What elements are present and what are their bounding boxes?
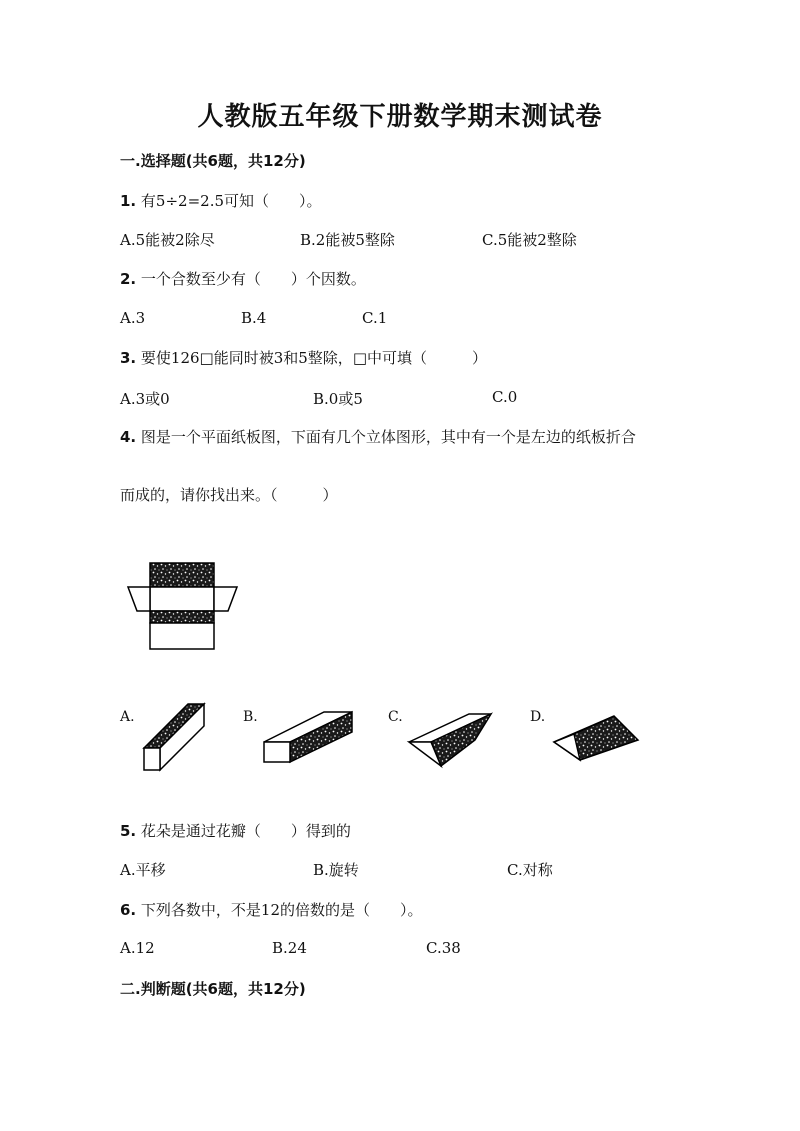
question-number: 3. — [120, 349, 137, 367]
question-number: 2. — [120, 270, 137, 288]
prism-option-c-figure — [405, 710, 500, 770]
option-b: B.24 — [272, 939, 307, 957]
prism-option-b-figure — [260, 706, 360, 766]
option-b: B.2能被5整除 — [300, 231, 395, 249]
question-text: 要使126□能同时被3和5整除，□中可填（ ） — [140, 349, 487, 367]
prism-option-d-figure — [550, 712, 645, 767]
option-b: B.0或5 — [313, 390, 363, 408]
figure-option-c-label: C. — [388, 709, 403, 725]
question-4 — [120, 426, 636, 447]
option-a: A.平移 — [120, 861, 166, 879]
option-c: C.1 — [362, 309, 388, 327]
figure-option-b-label: B. — [243, 709, 258, 725]
question-5 — [120, 820, 351, 841]
section-heading-choice: 一.选择题(共6题，共12分) — [120, 152, 306, 170]
question-1 — [120, 190, 322, 211]
question-text: 一个合数至少有（ ）个因数。 — [140, 270, 366, 288]
question-text: 花朵是通过花瓣（ ）得到的 — [140, 822, 351, 840]
option-a: A.3或0 — [120, 390, 170, 408]
question-number: 4. — [120, 428, 137, 446]
question-number: 6. — [120, 901, 137, 919]
figure-option-d-label: D. — [530, 709, 546, 725]
page-title: 人教版五年级下册数学期末测试卷 — [197, 102, 603, 132]
question-3 — [120, 347, 487, 368]
option-c: C.5能被2整除 — [482, 231, 577, 249]
question-text: 有5÷2=2.5可知（ ）。 — [140, 192, 322, 210]
question-2 — [120, 268, 366, 289]
option-c: C.38 — [426, 939, 461, 957]
option-a: A.3 — [120, 309, 146, 327]
question-4-continuation: 而成的，请你找出来。（ ） — [120, 486, 338, 504]
option-a: A.5能被2除尽 — [120, 231, 215, 249]
question-number: 5. — [120, 822, 137, 840]
question-6 — [120, 899, 423, 920]
option-c: C.0 — [492, 388, 518, 406]
option-b: B.4 — [241, 309, 267, 327]
section-heading-judgment: 二.判断题(共6题，共12分) — [120, 980, 306, 998]
option-b: B.旋转 — [313, 861, 359, 879]
option-a: A.12 — [120, 939, 155, 957]
question-text: 图是一个平面纸板图，下面有几个立体图形，其中有一个是左边的纸板折合 — [140, 428, 636, 446]
option-c: C.对称 — [507, 861, 553, 879]
paper-net-figure — [120, 555, 260, 655]
figure-option-a-label: A. — [120, 709, 135, 725]
question-text: 下列各数中，不是12的倍数的是（ ）。 — [140, 901, 423, 919]
prism-option-a-figure — [140, 700, 210, 772]
question-number: 1. — [120, 192, 137, 210]
